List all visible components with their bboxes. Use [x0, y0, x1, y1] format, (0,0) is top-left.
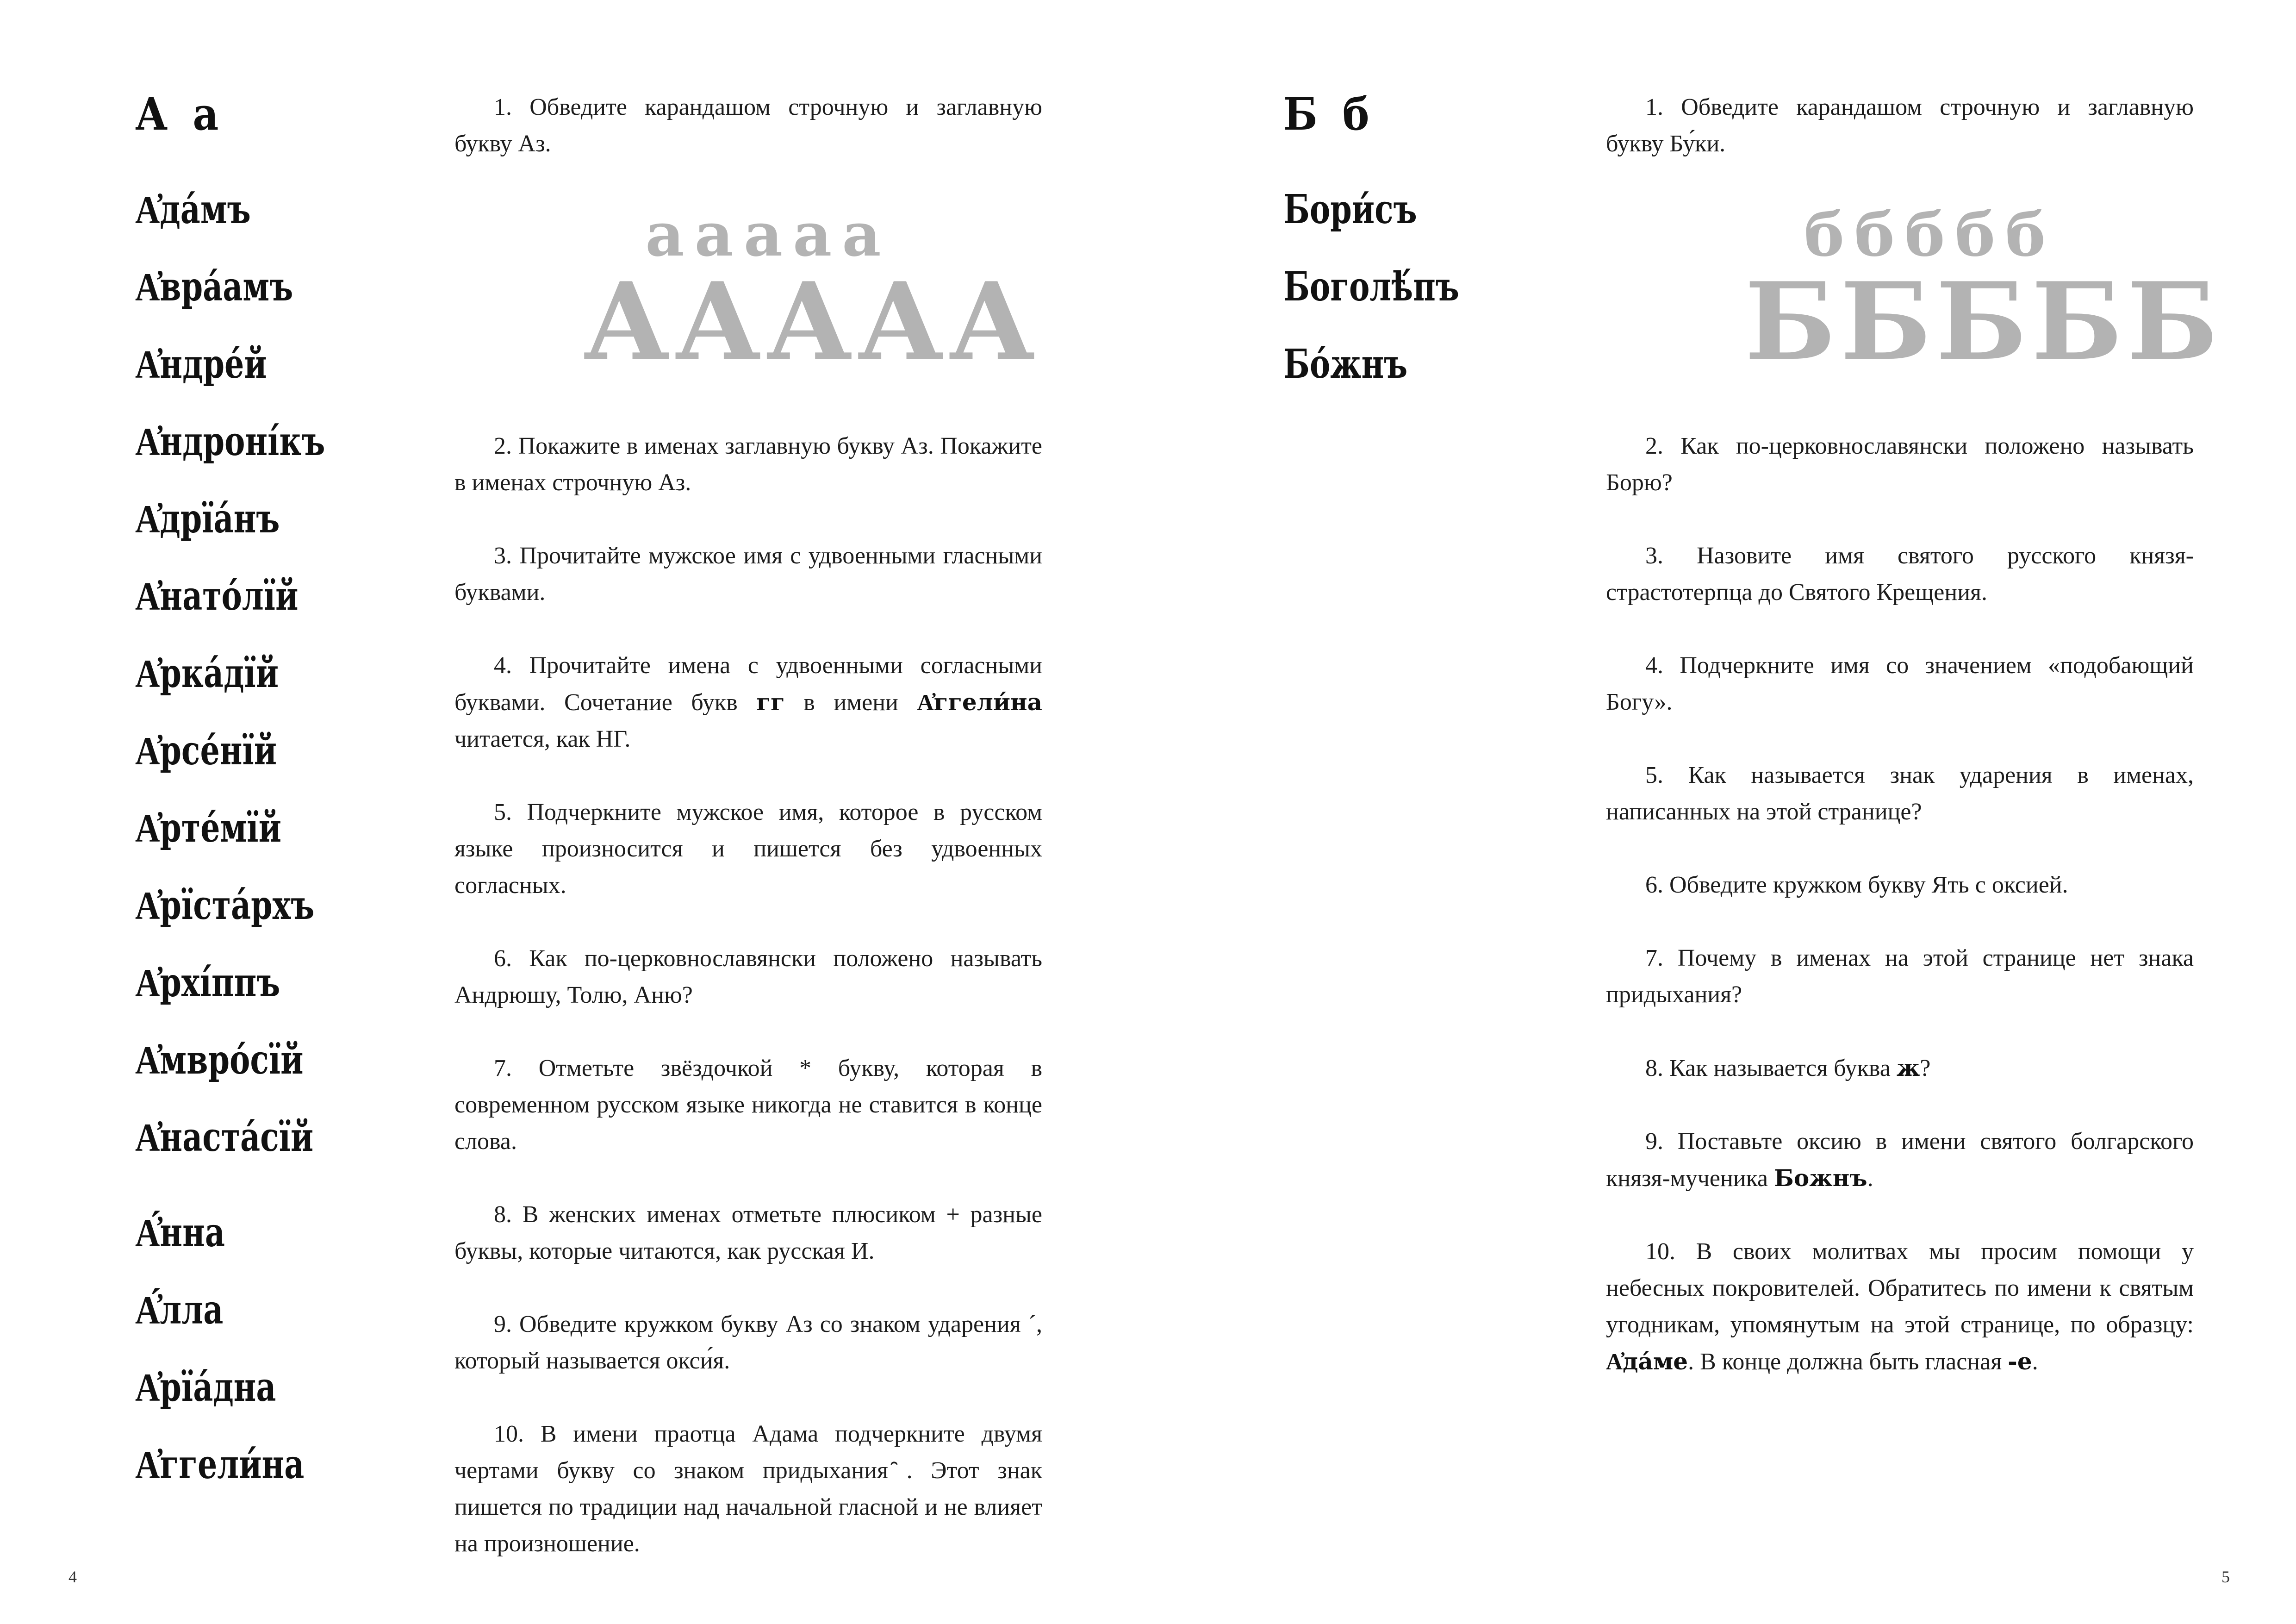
name-item: А҆ндре́й: [135, 341, 267, 387]
name-item: А҆мвро́сїй: [135, 1037, 304, 1083]
question-9: [1606, 1123, 2194, 1197]
question-9-text-b: .: [1867, 1165, 1873, 1192]
question-7: 7. Отметьте звёздочкой * букву, которая в современном русском языке никогда не ставится в конце слова.: [454, 1055, 1042, 1155]
question-7: 7. Почему в именах на этой странице нет знака придыхания?: [1606, 945, 2194, 1008]
name-item: А҆рка́дїй: [135, 650, 279, 697]
question-1: 1. Обведите карандашом строчную и заглавную букву Аз.: [454, 94, 1042, 157]
question-2: 2. Как по-церковнославянски положено называть Борю?: [1606, 433, 2194, 496]
name-item: Бори́съ: [1283, 186, 1417, 233]
question-10: 10. В имени праотца Адама подчеркните двумя чертами букву со знаком придыхания ̑. Этот знак пишется по традиции над начальной гласной и не влияет на произношение.: [454, 1421, 1042, 1557]
question-2: 2. Покажите в именах заглавную букву Аз. Покажите в именах строчную Аз.: [454, 433, 1042, 496]
letter-title: Б б: [1283, 88, 1375, 140]
question-9-text-a: 9. Поставьте оксию в имени святого болгарского князя-мученика: [1606, 1128, 2194, 1192]
trace-uppercase-letters: БББББ: [1745, 259, 2223, 384]
name-item: А҆рсе́нїй: [135, 727, 277, 774]
name-item: А҆ндроні́къ: [135, 418, 325, 465]
name-item: А҆наста́сїй: [135, 1114, 314, 1161]
questions-part-1: [1606, 89, 2194, 199]
question-6: 6. Как по-церковнославянски положено называть Андрюшу, Толю, Аню?: [454, 945, 1042, 1008]
question-3: 3. Прочитайте мужское имя с удвоенными гласными буквами.: [454, 543, 1042, 606]
questions-part-2: [454, 428, 1042, 1599]
question-10-text-b: . В конце должна быть гласная: [1688, 1349, 2002, 1375]
question-9: 9. Обведите кружком букву Аз со знаком ударения ´, который называется окси́я.: [454, 1311, 1042, 1374]
question-4: [454, 647, 1042, 757]
question-8-text-b: ?: [1920, 1055, 1931, 1081]
name-item: А҆ггели́на: [135, 1441, 305, 1488]
left-page: [0, 0, 1143, 1624]
name-item: А҆рхі́ппъ: [135, 959, 280, 1006]
name-item: А҆вра́амъ: [135, 263, 293, 310]
question-10-example: А҆да́ме: [1606, 1348, 1688, 1375]
questions-part-1: [454, 89, 1042, 199]
question-4-text-a: 4. Прочитайте имена с удвоенными согласными буквами. Сочетание букв: [454, 652, 1042, 716]
question-8: [1606, 1049, 2194, 1087]
question-10-text-c: .: [2032, 1349, 2038, 1375]
question-6: 6. Обведите кружком букву Ять с оксией.: [1645, 872, 2068, 898]
trace-lowercase-letters: ааааа: [645, 199, 891, 270]
name-item: А҆рїста́рхъ: [135, 882, 315, 929]
question-1: 1. Обведите карандашом строчную и заглавную букву Бу́ки.: [1606, 94, 2194, 157]
question-5: 5. Подчеркните мужское имя, которое в русском языке произносится и пишется без удвоенных согласных.: [454, 799, 1042, 899]
name-item: А҆́нна: [135, 1209, 225, 1256]
question-10: [1606, 1233, 2194, 1380]
question-4: 4. Подчеркните имя со значением «подобающий Богу».: [1606, 652, 2194, 715]
right-page: [1143, 0, 2296, 1624]
question-4-text-b: в имени: [803, 689, 898, 716]
question-9-name: Божнъ: [1774, 1164, 1867, 1192]
trace-lowercase-letters: ббббб: [1804, 199, 2056, 270]
name-item: А҆дрїа́нъ: [135, 495, 280, 542]
page-number: 4: [68, 1568, 77, 1586]
questions-part-2: [1606, 428, 2194, 1417]
question-10-ending: -е: [2008, 1348, 2032, 1375]
name-item: Боголѣ́пъ: [1283, 263, 1459, 310]
question-4-text-c: читается, как НГ.: [454, 726, 631, 752]
trace-uppercase-letters: ААААА: [583, 259, 1040, 384]
name-item: А҆рте́мїй: [135, 805, 281, 851]
question-8-text-a: 8. Как называется буква: [1645, 1055, 1891, 1081]
question-8: 8. В женских именах отметьте плюсиком + разные буквы, которые читаются, как русская И.: [454, 1201, 1042, 1264]
question-4-name: А҆ггели́на: [917, 688, 1043, 716]
question-3: 3. Назовите имя святого русского князя-страстотерпца до Святого Крещения.: [1606, 543, 2194, 606]
question-5: 5. Как называется знак ударения в именах, написанных на этой странице?: [1606, 762, 2194, 825]
name-item: А҆да́мъ: [135, 186, 251, 233]
question-8-letter: ж: [1896, 1054, 1920, 1081]
page-number: 5: [2221, 1568, 2230, 1586]
name-item: Бо́жнъ: [1283, 341, 1408, 387]
name-item: А҆рїа́дна: [135, 1364, 276, 1411]
question-10-text-a: 10. В своих молитвах мы просим помощи у небесных покровителей. Обратитесь по имени к святым угодникам, упомянутым на этой странице, по образцу:: [1606, 1238, 2194, 1338]
question-4-letters-gg: гг: [756, 688, 785, 716]
letter-title: А а: [135, 88, 224, 140]
name-item: А҆нато́лїй: [135, 573, 299, 619]
name-item: А҆́лла: [135, 1287, 224, 1333]
